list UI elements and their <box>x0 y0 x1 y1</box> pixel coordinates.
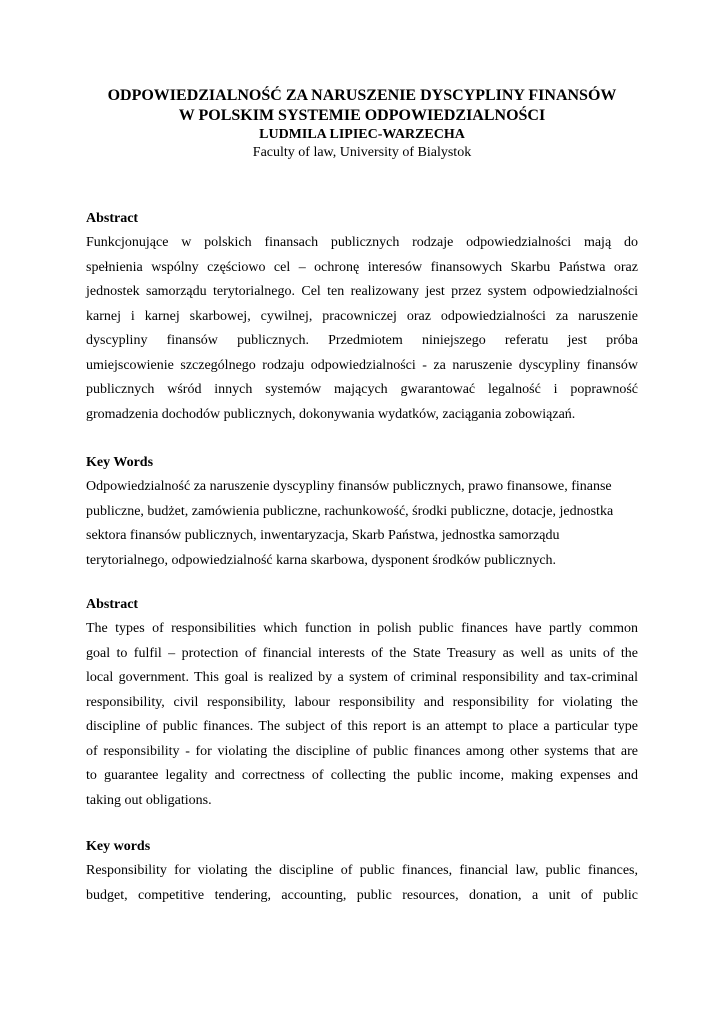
keywords-pl-line: sektora finansów publicznych, inwentaryzacja, Skarb Państwa, jednostka samorządu <box>86 528 560 543</box>
abstract-en-line: responsibility, civil responsibility, labour responsibility and responsibility for violating the <box>86 694 638 710</box>
keywords-pl-section <box>86 454 638 573</box>
title-line-2: W POLSKIM SYSTEMIE ODPOWIEDZIALNOŚCI <box>178 107 546 124</box>
title-line-1: ODPOWIEDZIALNOŚĆ ZA NARUSZENIE DYSCYPLINY FINANSÓW <box>107 87 617 104</box>
abstract-en-line: discipline of public finances. The subject of this report is an attempt to place a particular type <box>86 719 638 734</box>
abstract-pl-heading: Abstract <box>86 211 139 226</box>
abstract-en-body <box>86 617 638 813</box>
keywords-pl-line: publiczne, budżet, zamówienia publiczne, rachunkowość, środki publiczne, dotacje, jednostka <box>86 503 614 519</box>
author-affiliation: Faculty of law, University of Bialystok <box>252 145 472 160</box>
abstract-en-line: local government. This goal is realized by a system of criminal responsibility and tax-criminal <box>86 670 638 685</box>
abstract-en-line: to guarantee legality and correctness of collecting the public income, making expenses and <box>86 768 638 783</box>
abstract-en-line: of responsibility - for violating the discipline of public finances among other systems that are <box>86 743 638 759</box>
abstract-en-section <box>86 596 638 813</box>
keywords-en-section <box>86 838 638 908</box>
paper-title <box>86 86 638 126</box>
abstract-pl-line: dyscypliny finansów publicznych. Przedmiotem niniejszego referatu jest próba <box>86 333 638 348</box>
keywords-pl-line: Odpowiedzialność za naruszenie dyscypliny finansów publicznych, prawo finansowe, finanse <box>86 479 612 494</box>
abstract-pl-line: spełnienia wspólny częściowo cel – ochronę interesów finansowych Skarbu Państwa oraz <box>86 259 638 275</box>
abstract-en-line: taking out obligations. <box>86 792 212 808</box>
abstract-pl-line: umiejscowienie szczególnego rodzaju odpowiedzialności - za naruszenie dyscypliny finansów <box>86 357 638 373</box>
keywords-pl-heading: Key Words <box>86 455 154 470</box>
abstract-pl-line: publicznych wśród innych systemów mających gwarantować legalność i poprawność <box>86 382 638 397</box>
abstract-pl-section <box>86 210 638 427</box>
keywords-pl-body <box>86 475 638 573</box>
keywords-en-body <box>86 859 638 908</box>
keywords-en-heading: Key words <box>86 839 151 854</box>
abstract-pl-body <box>86 231 638 427</box>
author-name: LUDMILA LIPIEC-WARZECHA <box>259 127 465 142</box>
keywords-en-line: budget, competitive tendering, accounting, public resources, donation, a unit of public <box>86 887 638 903</box>
keywords-en-line: Responsibility for violating the discipline of public finances, financial law, public finances, <box>86 863 638 878</box>
abstract-pl-line: karnej i karnej skarbowej, cywilnej, pracowniczej oraz odpowiedzialności za naruszenie <box>86 308 638 324</box>
abstract-pl-line: jednostek samorządu terytorialnego. Cel ten realizowany jest przez system odpowiedzialności <box>86 284 638 299</box>
abstract-en-line: goal to fulfil – protection of financial interests of the State Treasury as well as units of the <box>86 645 638 661</box>
abstract-pl-line: gromadzenia dochodów publicznych, dokonywania wydatków, zaciągania zobowiązań. <box>86 406 576 422</box>
keywords-pl-line: terytorialnego, odpowiedzialność karna skarbowa, dysponent środków publicznych. <box>86 552 557 568</box>
abstract-en-line: The types of responsibilities which function in polish public finances have partly common <box>86 621 638 636</box>
abstract-pl-line: Funkcjonujące w polskich finansach publicznych rodzaje odpowiedzialności mają do <box>86 235 638 250</box>
abstract-en-heading: Abstract <box>86 597 139 612</box>
